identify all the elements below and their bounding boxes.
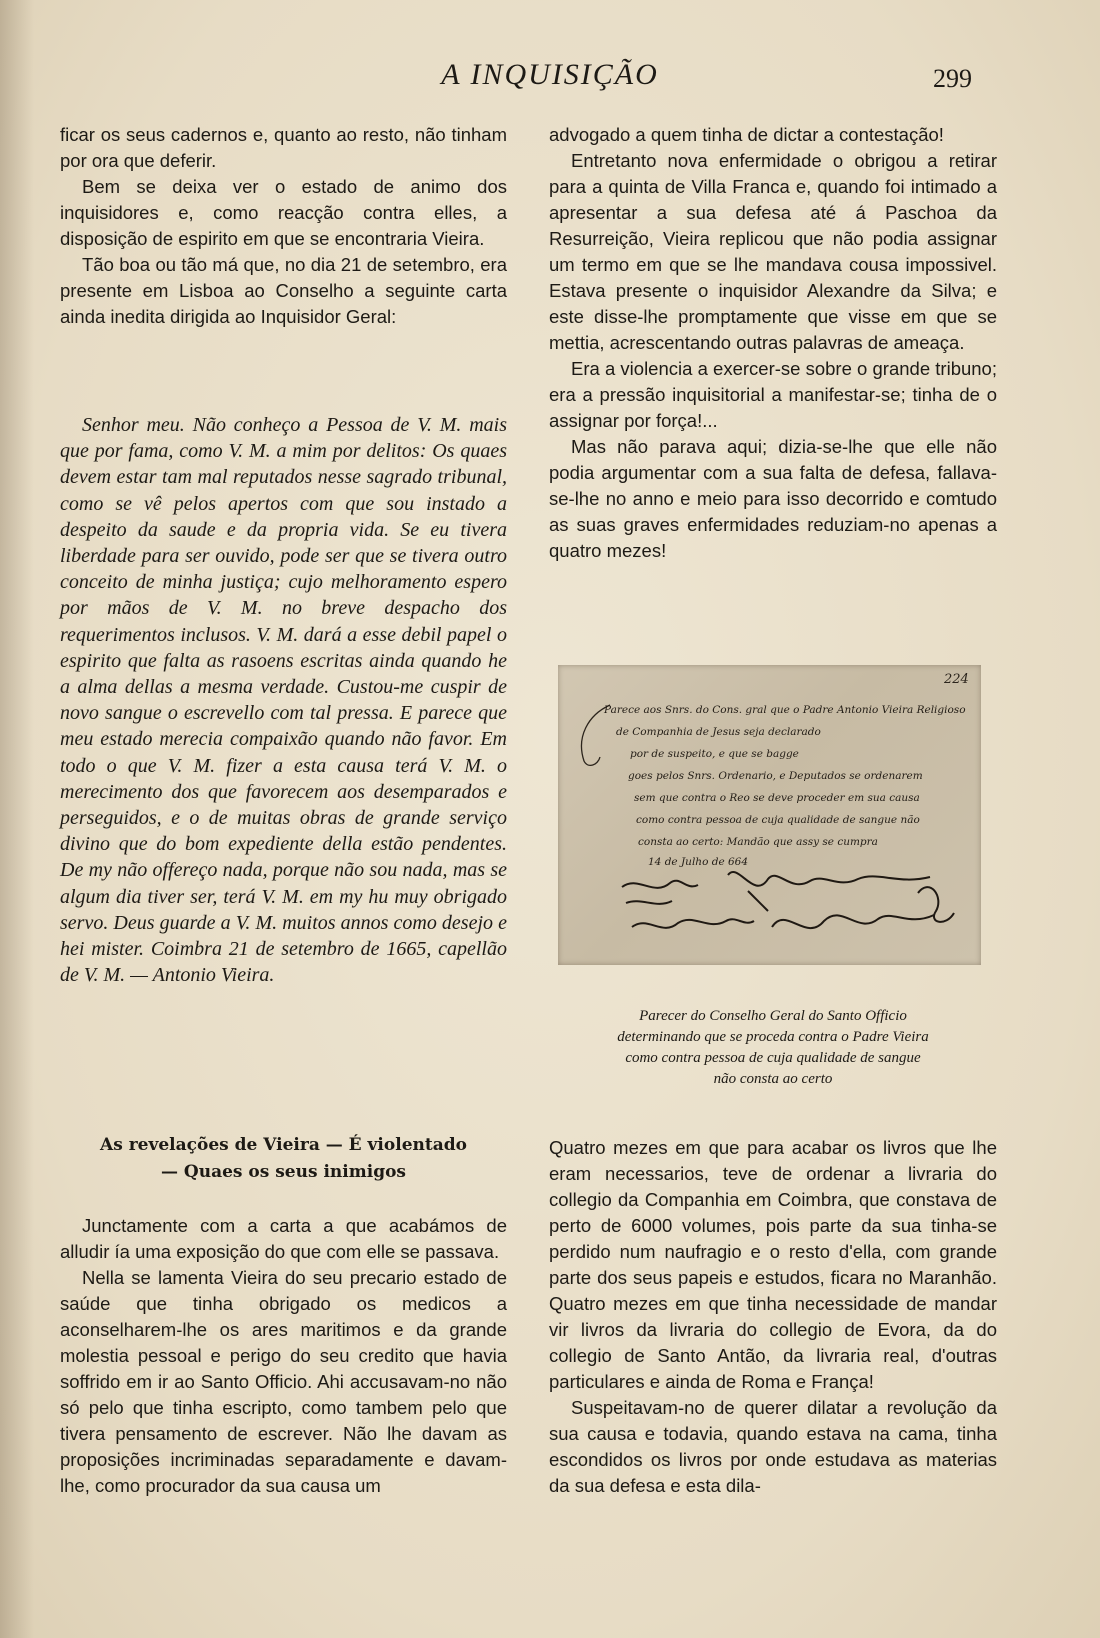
paragraph: Era a violencia a exercer-se sobre o grande tribuno; era a pressão inquisitorial a manifestar-se; tinha de o assignar por força!... [549,358,997,431]
manuscript-line: goes pelos Snrs. Ordenario, e Deputados se ordenarem [628,770,923,782]
paragraph: Mas não parava aqui; dizia-se-lhe que elle não podia argumentar com a sua falta de defesa, fallava-se-lhe no anno e meio para isso decorrido e comtudo as suas graves enfermidades reduziam-no apenas a quatro mezes! [549,436,997,561]
manuscript-line: consta ao certo: Mandão que assy se cumpra [638,836,878,848]
manuscript-line: por de suspeito, e que se bagge [630,748,799,760]
section-heading-line: — Quaes os seus inimigos [161,1162,406,1182]
paragraph: advogado a quem tinha de dictar a contestação! [549,124,944,145]
manuscript-line: como contra pessoa de cuja qualidade de sangue não [636,814,920,826]
right-column-bottom [549,1135,997,1499]
paragraph: Entretanto nova enfermidade o obrigou a retirar para a quinta de Villa Franca e, quando foi intimado a apresentar a sua defesa até á Paschoa da Resurreição, Vieira replicou que não podia assignar um termo em que se lhe mandava cousa impossivel. Estava presente o inquisidor Alexandre da Silva; e este disse-lhe promptamente que visse em que se mettia, acrescentando outras palavras de ameaça. [549,150,997,353]
paragraph: Tão boa ou tão má que, no dia 21 de setembro, era presente em Lisboa ao Conselho a seguinte carta ainda inedita dirigida ao Inquisidor Geral: [60,254,507,327]
right-column-top [549,122,997,564]
quoted-letter [60,412,507,988]
paragraph: Nella se lamenta Vieira do seu precario estado de saúde que tinha obrigado os medicos a aconselharem-lhe os ares maritimos e da grande molestia pessoal e perigo do seu credito que havia soffrido em ir ao Santo Officio. Ahi accusavam-no não só pelo que tinha escripto, como tambem pelo que tivera pensamento de escrever. Não lhe davam as proposições incriminadas separadamente e davam-lhe, como procurador da sua causa um [60,1267,507,1496]
binding-shadow [0,0,34,1638]
manuscript-facsimile [558,665,981,965]
paragraph: Quatro mezes em que para acabar os livros que lhe eram necessarios, teve de ordenar a livraria do collegio da Companhia em Coimbra, que constava de perto de 6000 volumes, pois parte da sua tinha-se perdido num naufragio e o resto d'ella, com grande parte dos seus papeis e estudos, ficara no Maranhão. Quatro mezes em que tinha necessidade de mandar vir livros da livraria do collegio de Evora, da do collegio de Santo Antão, da livraria real, d'outras particulares e ainda de Roma e França! [549,1137,997,1392]
caption-line: determinando que se proceda contra o Padre Vieira [617,1029,929,1045]
left-column-bottom [60,1213,507,1499]
caption-line: não consta ao certo [713,1071,833,1087]
running-head [0,58,1100,98]
left-column-top [60,122,507,330]
running-title: A INQUISIÇÃO [441,58,659,91]
signatures-drawing [622,872,954,928]
manuscript-line: sem que contra o Reo se deve proceder em sua causa [634,792,920,804]
page-number: 299 [933,64,972,93]
manuscript-line: Parece aos Snrs. do Cons. gral que o Padre Antonio Vieira Religioso [604,704,966,716]
section-heading-line: As revelações de Vieira — É violentado [100,1135,467,1155]
figure-caption [549,1006,997,1090]
letter-text: Senhor meu. Não conheço a Pessoa de V. M. mais que por fama, como V. M. a mim por delitos: Os quaes devem estar tam mal reputados nesse sagrado tribunal, como se vê pelos apertos com que sou instado a despeito da saude e da propria vida. Se eu tivera liberdade para ser ouvido, pode ser que se tivera outro conceito de minha justiça; cujo melhoramento espero por mãos de V. M. no breve despacho dos requerimentos inclusos. V. M. dará a esse debil papel o espirito que falta as rasoens escritas ainda quando he a alma dellas a mesma verdade. Custou-me cuspir de novo sangue o escrevello com tal pressa. E parece que meu estado merecia compaixão quando não favor. Em todo o que V. M. fizer a esta causa terá V. M. o merecimento dos que favorecem aos desemparados e perseguidos, e o de muitas obras de grande serviço divino que do bom expediente della estão pendentes. De my não offereço nada, porque não sou nada, mas se algum dia tiver ser, terá V. M. em my hu muy obrigado servo. Deus guarde a V. M. muitos annos como desejo e hei mister. Coimbra 21 de setembro de 1665, capellão de V. M. — Antonio Vieira. [60,414,507,987]
paragraph: Junctamente com a carta a que acabámos de alludir ía uma exposição do que com elle se passava. [60,1215,507,1262]
manuscript-line: de Companhia de Jesus seja declarado [616,726,821,738]
manuscript-lines [603,704,966,868]
paragraph: Bem se deixa ver o estado de animo dos inquisidores e, como reacção contra elles, a disposição de espirito em que se encontraria Vieira. [60,176,507,249]
manuscript-drawing [558,665,981,965]
folio-mark: 224 [944,672,969,687]
caption-line: Parecer do Conselho Geral do Santo Officio [639,1008,907,1024]
section-heading [60,1132,507,1186]
manuscript-line: 14 de Julho de 664 [648,856,749,868]
caption-line: como contra pessoa de cuja qualidade de sangue [625,1050,921,1066]
paragraph: Suspeitavam-no de querer dilatar a revolução da sua causa e todavia, quando estava na cama, tinha escondidos os livros por onde estudava as materias da sua defesa e esta dila- [549,1397,997,1496]
paragraph: ficar os seus cadernos e, quanto ao resto, não tinham por ora que deferir. [60,124,507,171]
